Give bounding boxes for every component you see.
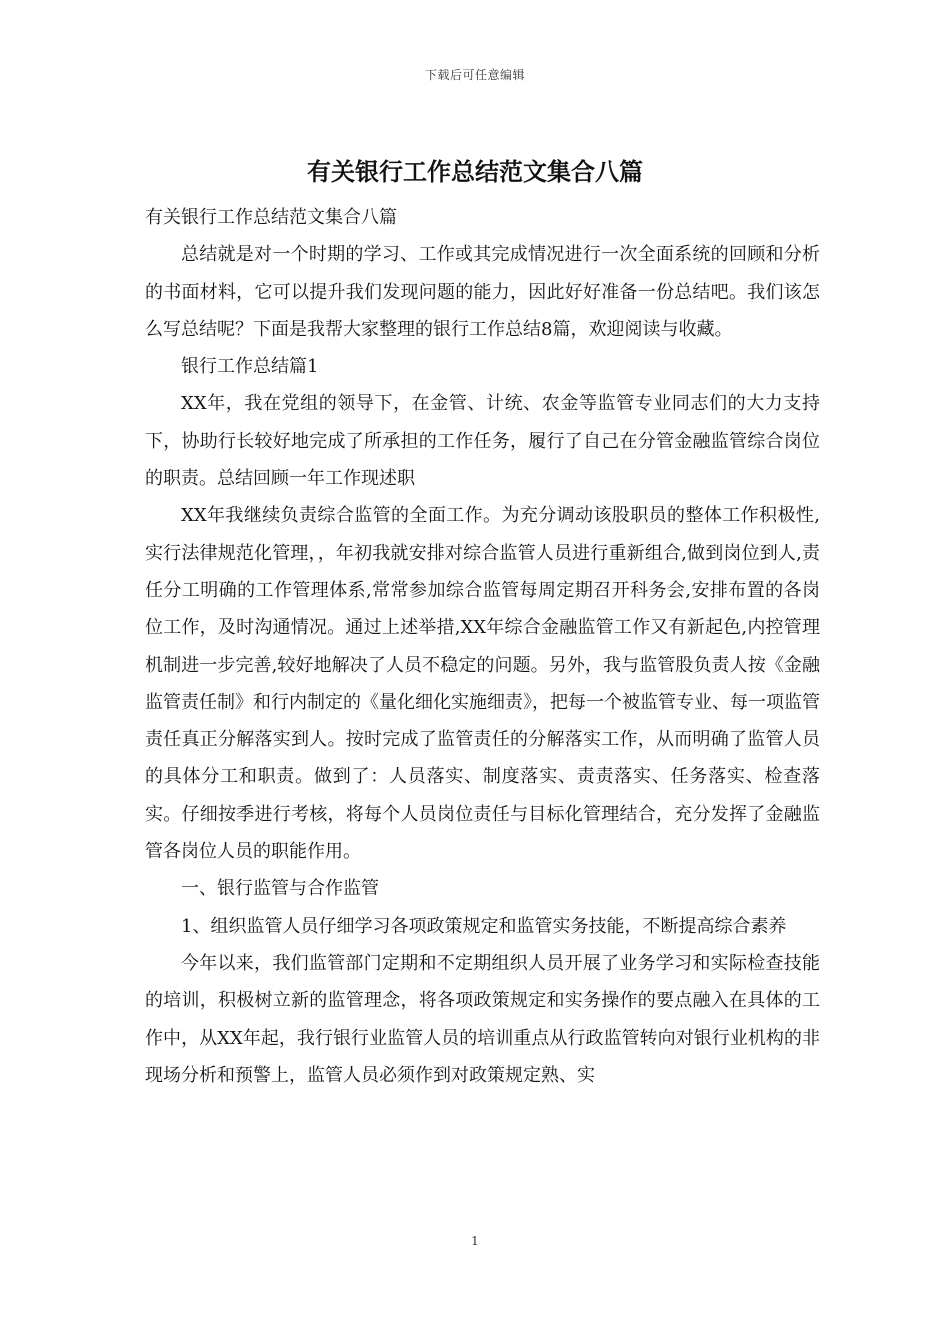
page-number: 1 [471, 1234, 479, 1248]
subtitle-paragraph: 有关银行工作总结范文集合八篇 [145, 207, 397, 228]
document-body [145, 199, 820, 1094]
subheading-paragraph: 一、银行监管与合作监管 [181, 878, 379, 900]
body-paragraph: XX年，我在党组的领导下，在金管、计统、农金等监管专业同志们的大力支持下，协助行长较好地完成了所承担的工作任务，履行了自己在分管金融监管综合岗位的职责。总结回顾一年工作现述职 [145, 393, 820, 490]
body-paragraph: 今年以来，我们监管部门定期和不定期组织人员开展了业务学习和实际检查技能的培训，积极树立新的监管理念，将各项政策规定和实务操作的要点融入在具体的工作中，从XX年起，我行银行业监管人员的培训重点从行政监管转向对银行业机构的非现场分析和预警上，监管人员必须作到对政策规定熟、实 [145, 952, 820, 1086]
intro-paragraph: 总结就是对一个时期的学习、工作或其完成情况进行一次全面系统的回顾和分析的书面材料，它可以提升我们发现问题的能力，因此好好准备一份总结吧。我们该怎么写总结呢？下面是我帮大家整理的银行工作总结8篇，欢迎阅读与收藏。 [145, 244, 820, 340]
header-note: 下载后可任意编辑 [424, 68, 525, 82]
section-heading-paragraph: 银行工作总结篇1 [181, 356, 319, 378]
subheading-paragraph: 1、组织监管人员仔细学习各项政策规定和监管实务技能，不断提高综合素养 [181, 915, 787, 937]
body-paragraph: XX年我继续负责综合监管的全面工作。为充分调动该股职员的整体工作积极性,实行法律规范化管理，，年初我就安排对综合监管人员进行重新组合,做到岗位到人,责任分工明确的工作管理体系,常常参加综合监管每周定期召开科务会,安排布置的各岗位工作，及时沟通情况。通过上述举措,XX年综合金融监管工作又有新起色,内控管理机制进一步完善,较好地解决了人员不稳定的问题。另外，我与监管股负责人按《金融监管责任制》和行内制定的《量化细化实施细责》，把每一个被监管专业、每一项监管责任真正分解落实到人。按时完成了监管责任的分解落实工作，从而明确了监管人员的具体分工和职责。做到了：人员落实、制度落实、责责落实、任务落实、检查落实。仔细按季进行考核，将每个人员岗位责任与目标化管理结合，充分发挥了金融监管各岗位人员的职能作用。 [145, 505, 820, 863]
document-title: 有关银行工作总结范文集合八篇 [307, 157, 643, 186]
